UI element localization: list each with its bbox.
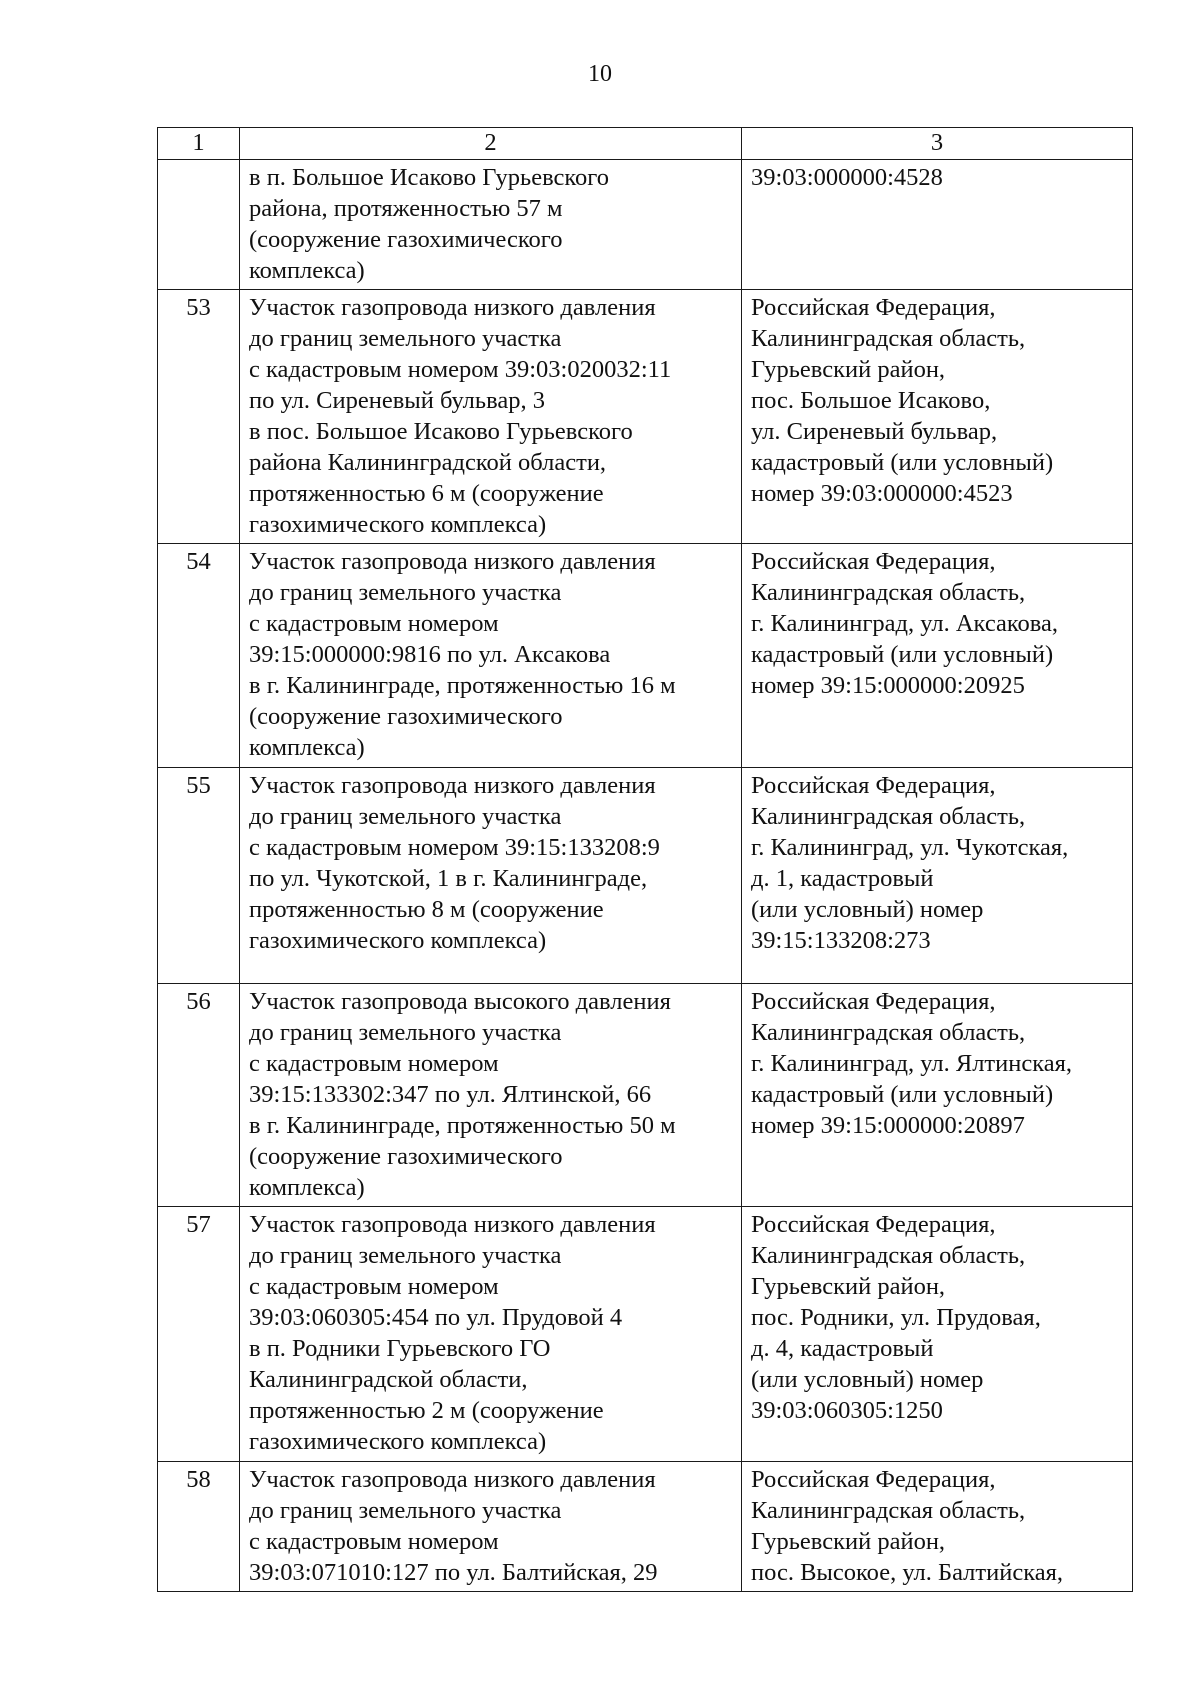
object-line: в г. Калининграде, протяженностью 16 м: [249, 672, 676, 699]
header-row: [158, 128, 1133, 160]
object-description: [240, 290, 742, 544]
column-header-address: 3: [742, 128, 1133, 160]
object-description: [240, 1462, 742, 1592]
address-line: 39:03:060305:1250: [751, 1397, 943, 1424]
address-line: Гурьевский район,: [751, 356, 946, 383]
address-line: (или условный) номер: [751, 896, 984, 923]
object-line: по ул. Чукотской, 1 в г. Калининграде,: [249, 865, 648, 892]
object-line: (сооружение газохимического: [249, 703, 563, 730]
row-number: [158, 160, 240, 290]
address-line: (или условный) номер: [751, 1366, 984, 1393]
row-number: 58: [158, 1462, 240, 1592]
address-line: г. Калининград, ул. Чукотская,: [751, 834, 1069, 861]
registry-table: [157, 127, 1133, 1592]
object-line: до границ земельного участка: [249, 325, 562, 352]
address-line: кадастровый (или условный): [751, 1081, 1054, 1108]
object-description: [240, 1207, 742, 1462]
object-line: в п. Большое Исаково Гурьевского: [249, 164, 609, 191]
object-line: протяженностью 2 м (сооружение: [249, 1397, 604, 1424]
address-line: пос. Высокое, ул. Балтийская,: [751, 1559, 1063, 1586]
object-line: до границ земельного участка: [249, 1242, 562, 1269]
object-line: в п. Родники Гурьевского ГО: [249, 1335, 551, 1362]
address-line: 39:15:133208:273: [751, 927, 931, 954]
object-line: Участок газопровода низкого давления: [249, 1466, 656, 1493]
object-line: Участок газопровода низкого давления: [249, 294, 656, 321]
object-line: Участок газопровода высокого давления: [249, 988, 671, 1015]
table-row: [158, 290, 1133, 544]
address-line: Гурьевский район,: [751, 1273, 946, 1300]
table-row: [158, 544, 1133, 768]
address-line: Калининградская область,: [751, 803, 1026, 830]
address-line: г. Калининград, ул. Ялтинская,: [751, 1050, 1073, 1077]
object-line: с кадастровым номером: [249, 1528, 499, 1555]
address-line: д. 1, кадастровый: [751, 865, 934, 892]
object-description: [240, 544, 742, 768]
object-line: с кадастровым номером 39:15:133208:9: [249, 834, 660, 861]
address-line: кадастровый (или условный): [751, 641, 1054, 668]
address-line: номер 39:03:000000:4523: [751, 480, 1013, 507]
object-address: [742, 290, 1133, 544]
address-line: Калининградская область,: [751, 1497, 1026, 1524]
address-line: Российская Федерация,: [751, 548, 996, 575]
object-address: [742, 544, 1133, 768]
object-line: Калининградской области,: [249, 1366, 528, 1393]
object-address: [742, 1207, 1133, 1462]
object-line: до границ земельного участка: [249, 579, 562, 606]
object-address: [742, 984, 1133, 1207]
row-number: 53: [158, 290, 240, 544]
object-line: протяженностью 6 м (сооружение: [249, 480, 604, 507]
address-line: Калининградская область,: [751, 1019, 1026, 1046]
object-line: до границ земельного участка: [249, 1019, 562, 1046]
object-line: протяженностью 8 м (сооружение: [249, 896, 604, 923]
object-line: с кадастровым номером 39:03:020032:11: [249, 356, 672, 383]
object-description: [240, 984, 742, 1207]
address-line: Калининградская область,: [751, 325, 1026, 352]
object-line: до границ земельного участка: [249, 803, 562, 830]
object-line: по ул. Сиреневый бульвар, 3: [249, 387, 545, 414]
row-number: 57: [158, 1207, 240, 1462]
object-line: комплекса): [249, 1174, 365, 1201]
table-row: [158, 984, 1133, 1207]
object-line: Участок газопровода низкого давления: [249, 1211, 656, 1238]
object-line: (сооружение газохимического: [249, 1143, 563, 1170]
table-row: [158, 1207, 1133, 1462]
object-description: [240, 160, 742, 290]
object-line: (сооружение газохимического: [249, 226, 563, 253]
address-line: Российская Федерация,: [751, 294, 996, 321]
address-line: Российская Федерация,: [751, 1211, 996, 1238]
object-line: с кадастровым номером: [249, 1273, 499, 1300]
object-line: в г. Калининграде, протяженностью 50 м: [249, 1112, 676, 1139]
table-row: [158, 160, 1133, 290]
object-line: 39:15:000000:9816 по ул. Аксакова: [249, 641, 611, 668]
address-line: д. 4, кадастровый: [751, 1335, 934, 1362]
address-line: ул. Сиреневый бульвар,: [751, 418, 998, 445]
address-line: Калининградская область,: [751, 1242, 1026, 1269]
object-line: с кадастровым номером: [249, 1050, 499, 1077]
object-address: [742, 1462, 1133, 1592]
object-line: Участок газопровода низкого давления: [249, 548, 656, 575]
address-line: пос. Большое Исаково,: [751, 387, 991, 414]
column-header-number: 1: [158, 128, 240, 160]
object-line: газохимического комплекса): [249, 1428, 547, 1455]
object-line: Участок газопровода низкого давления: [249, 772, 656, 799]
object-line: до границ земельного участка: [249, 1497, 562, 1524]
object-description: [240, 768, 742, 984]
object-line: комплекса): [249, 734, 365, 761]
address-line: кадастровый (или условный): [751, 449, 1054, 476]
address-line: Российская Федерация,: [751, 988, 996, 1015]
object-line: 39:15:133302:347 по ул. Ялтинской, 66: [249, 1081, 652, 1108]
object-line: комплекса): [249, 257, 365, 284]
object-address: [742, 160, 1133, 290]
object-line: 39:03:071010:127 по ул. Балтийская, 29: [249, 1559, 658, 1586]
column-header-object: 2: [240, 128, 742, 160]
object-line: 39:03:060305:454 по ул. Прудовой 4: [249, 1304, 623, 1331]
object-line: района, протяженностью 57 м: [249, 195, 563, 222]
address-line: Российская Федерация,: [751, 772, 996, 799]
object-line: газохимического комплекса): [249, 511, 547, 538]
address-line: номер 39:15:000000:20925: [751, 672, 1025, 699]
address-line: пос. Родники, ул. Прудовая,: [751, 1304, 1041, 1331]
address-line: Гурьевский район,: [751, 1528, 946, 1555]
address-line: Калининградская область,: [751, 579, 1026, 606]
object-line: района Калининградской области,: [249, 449, 607, 476]
row-number: 56: [158, 984, 240, 1207]
table-row: [158, 1462, 1133, 1592]
object-line: с кадастровым номером: [249, 610, 499, 637]
address-line: Российская Федерация,: [751, 1466, 996, 1493]
address-line: г. Калининград, ул. Аксакова,: [751, 610, 1059, 637]
address-line: номер 39:15:000000:20897: [751, 1112, 1025, 1139]
object-line: в пос. Большое Исаково Гурьевского: [249, 418, 633, 445]
row-number: 55: [158, 768, 240, 984]
row-number: 54: [158, 544, 240, 768]
object-line: газохимического комплекса): [249, 927, 547, 954]
page-number: 10: [588, 61, 612, 87]
address-line: 39:03:000000:4528: [751, 164, 943, 191]
object-address: [742, 768, 1133, 984]
table-row: [158, 768, 1133, 984]
